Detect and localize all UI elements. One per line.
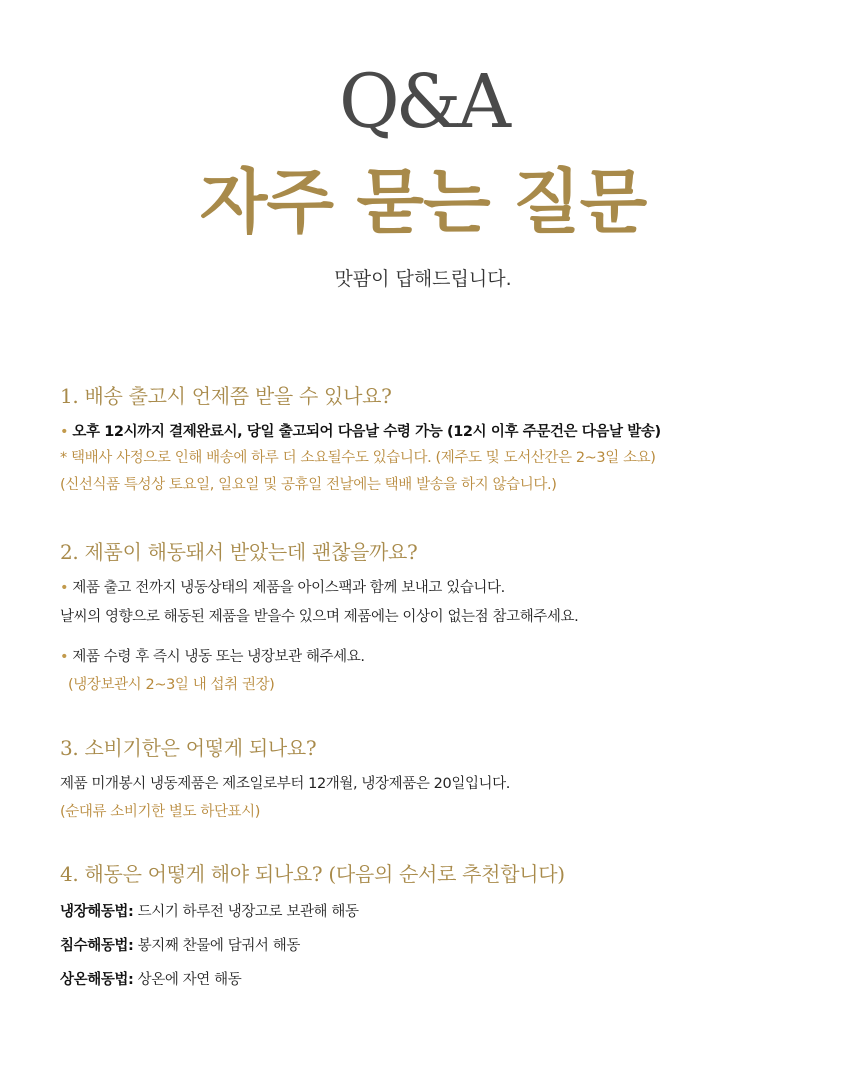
faq-answer-line: 날씨의 영향으로 해동된 제품을 받을수 있으며 제품에는 이상이 없는점 참고해주세요. <box>60 609 579 625</box>
page-subtitle: 맛팜이 답해드립니다. <box>334 268 512 290</box>
qa-heading: Q&A <box>339 59 507 145</box>
faq-answer-line: (냉장보관시 2~3일 내 섭취 권장) <box>68 677 275 693</box>
faq-answer-line: • 제품 수령 후 즉시 냉동 또는 냉장보관 해주세요. <box>60 649 365 665</box>
faq-section-thawed <box>60 538 820 695</box>
bullet-icon: • <box>60 580 69 596</box>
thaw-method-fridge: 냉장해동법: 드시기 하루전 냉장고로 보관해 해동 <box>60 904 359 920</box>
faq-question: 1. 배송 출고시 언제쯤 받을 수 있나요? <box>60 384 392 408</box>
thaw-method-room: 상온해동법: 상온에 자연 해동 <box>60 972 242 988</box>
faq-question: 4. 해동은 어떻게 해야 되나요? (다음의 순서로 추천합니다) <box>60 862 565 886</box>
faq-answer-line: (순대류 소비기한 별도 하단표시) <box>60 804 261 820</box>
thaw-method-water: 침수해동법: 봉지째 찬물에 담궈서 해동 <box>60 938 300 954</box>
faq-answer-line: • 제품 출고 전까지 냉동상태의 제품을 아이스팩과 함께 보내고 있습니다. <box>60 580 505 596</box>
bullet-icon: • <box>60 649 69 665</box>
faq-section-thawing <box>60 860 820 990</box>
bullet-icon: • <box>60 424 69 440</box>
faq-section-expiry <box>60 734 820 822</box>
faq-answer-line: (신선식품 특성상 토요일, 일요일 및 공휴일 전날에는 택배 발송을 하지 않습니다.) <box>60 477 557 493</box>
faq-question: 2. 제품이 해동돼서 받았는데 괜찮을까요? <box>60 540 418 564</box>
faq-answer-line: • 오후 12시까지 결제완료시, 당일 출고되어 다음날 수령 가능 (12시 이후 주문건은 다음날 발송) <box>60 424 661 440</box>
faq-answer-line: 제품 미개봉시 냉동제품은 제조일로부터 12개월, 냉장제품은 20일입니다. <box>60 776 510 792</box>
faq-question: 3. 소비기한은 어떻게 되나요? <box>60 736 317 760</box>
faq-section-delivery <box>60 382 820 495</box>
page-title: 자주 묻는 질문 <box>199 160 647 243</box>
faq-answer-line: * 택배사 사정으로 인해 배송에 하루 더 소요될수도 있습니다. (제주도 및 도서산간은 2~3일 소요) <box>60 450 656 466</box>
